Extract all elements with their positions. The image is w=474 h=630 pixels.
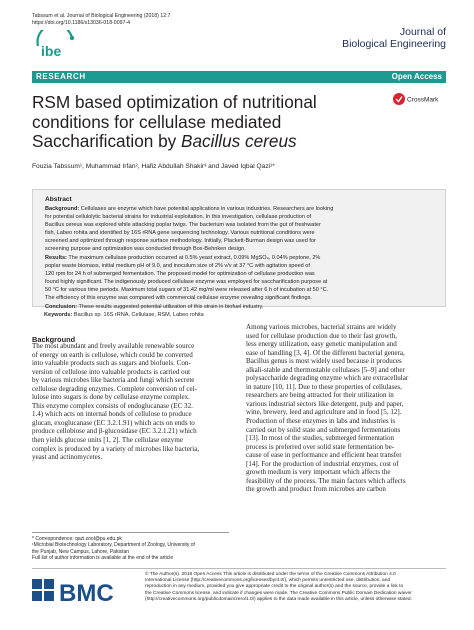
title-line: conditions for cellulase mediated [32,111,282,132]
body-column-left [32,342,229,462]
abstract-line: 120 rpm for 24 h of submerged fermentation. The proposed model for optimization of cellulase production was [45,270,315,277]
title-line [32,132,372,152]
body-line: [14]. For the production of industrial enzymes, cost of [246,459,399,468]
abstract-box [32,189,446,310]
body-line: feasibility of the process. The main factors which affects [246,476,406,485]
abstract-line: 50 °C for various time periods. Maximum total sugars of 31.42 mg/ml were released after 6 h of incubation at 50 °C. [45,286,329,293]
title-line: RSM based optimization of nutritional [32,92,317,112]
body-line: Production of these enzymes in labs and industries is [246,417,396,426]
abstract-line: The maximum cellulase production occurred at 0.5% yeast extract, 0.09% MgSO₄, 0.04% peptone, 2% [68,255,321,261]
title-line-text: Saccharification by [32,131,182,151]
logo-text: ibe [41,43,62,59]
body-line: into valuable products such as sugars and biofuels. Con- [32,359,191,368]
title-species: Bacillus cereus [181,131,297,151]
body-line: 1.4) which acts on internal bonds of cellulose to produce [32,410,192,419]
body-line: in nature [10, 11]. Due to these properties of cellulases, [246,382,402,391]
article-title [32,93,372,152]
crossmark-icon [393,93,405,105]
body-line: growth medium is very important which affects the [246,468,391,477]
journal-logo [32,30,82,62]
article-type-label: RESEARCH [36,72,86,81]
affiliation-line: ¹Microbial Biotechnology Laboratory, Department of Zoology, University of [32,542,195,549]
article-type-bar [32,71,446,83]
keywords [44,312,434,320]
body-line: ease of handling [3, 4]. Of the different bacterial genera, [246,348,405,357]
body-line: lulose into sugars is done by cellulase enzyme complex. [32,393,190,402]
abstract-line: screening purpose and optimization was conducted through Box-Behnken design. [45,245,246,252]
body-column-right [246,323,446,494]
conclusion-text: These results suggested potential utilization of this strain in biofuel industry. [78,304,264,310]
section-heading: Background [32,335,76,344]
body-line: glucan, exoglucanase (EC 3.2.1.91) which acts on ends to [32,418,195,427]
body-line: cause of ease in performance and efficient heat transfer [246,451,402,460]
body-line: of energy on earth is cellulose, which could be converted [32,350,193,359]
body-line: wine, brewery, leed and agriculture and in food [5, 12]. [246,408,402,417]
journal-title-line: Biological Engineering [342,38,446,50]
body-line: cellulose degrading enzymes. Complete conversion of cel- [32,384,197,393]
license-line: reproduction in any medium, provided you give appropriate credit to the original author(s) and the source, provide a link to [145,584,404,590]
body-line: polysaccharide degrading enzyme which are extracellular [246,374,409,383]
abstract-line: The efficiency of this enzyme was compared with commercial cellulase enzyme revealing significant findings. [45,294,312,301]
body-line: various industrial sectors like detergent, pulp and paper, [246,399,404,408]
keywords-text: Bacillus sp. 16S rRNA, Cellulase, RSM, Labeo rohita [73,312,204,318]
body-line: researchers are being attracted for their utilization in [246,391,394,400]
body-line: produce cellobiose and β-glucosidase (EC 3.2.1.21) which [32,427,197,436]
body-line: used for cellulase production due to their fast growth, [246,331,397,340]
abstract-background [45,206,435,253]
body-line: the growth and product from microbes are carbon [246,485,386,494]
footer-divider [32,568,446,569]
abstract-conclusion [45,304,435,312]
body-line: Among various microbes, bacterial strains are widely [246,323,397,331]
body-line: complex is produced by a variety of microbes like bacteria, [32,444,200,453]
citation-line: Tabssum et al. Journal of Biological Engineering (2018) 12:7 [32,13,171,19]
body-line: This enzyme complex consists of endoglucanase (EC 32. [32,401,193,410]
license-line: © The Author(s). 2018 Open Access This article is distributed under the terms of the Creative Commons Attribution 4.0 [145,572,396,577]
license-line: (http://creativecommons.org/publicdomain/zero/1.0/) applies to the data made available in this article, unless otherwise stated. [145,596,412,602]
abstract-line: fish, Labeo rohita and identified by 16S rRNA gene sequencing technology. Various nutritional conditions were [45,229,315,236]
body-line: The most abundant and freely available renewable source [32,342,195,350]
background-label: Background: [45,206,80,212]
bmc-logo [32,576,128,606]
journal-title-line: Journal of [399,26,446,38]
keywords-label: Keywords: [44,312,73,318]
affiliation-line: the Punjab, New Campus, Lahore, Pakistan [32,548,129,555]
results-label: Results: [45,255,67,261]
journal-title [296,26,446,50]
abstract-line: Cellulases are enzyme which have potential applications in various industries. Researchers are looking [80,206,334,212]
open-access-label: Open Access [391,72,442,81]
abstract-line: screened and optimized through response surface methodology. Initially, Plackett-Burman design was used for [45,237,316,244]
abstract-heading: Abstract [45,196,72,203]
affiliation-note: Full list of author information is available at the end of the article [32,555,174,562]
correspondence-email[interactable]: * Correspondence: qazi.zool@pu.edu.pk [32,536,122,542]
body-line: carried out by solid state and submerged fermentations [246,425,401,434]
license-line: International License (http://creativecommons.org/licenses/by/4.0/), which permits unrestricted use, distribution, and [145,578,391,584]
body-line: by various microbes like bacteria and fungi which secrete [32,376,195,385]
body-line: Bacillus genus is most widely used because it produces [246,357,402,366]
abstract-results [45,255,435,302]
conclusion-label: Conclusion: [45,304,78,310]
crossmark-badge[interactable] [392,92,452,106]
correspondence [32,532,229,562]
abstract-line: Bacillus cereus was explored while attacking poplar twigs. The bacterium was isolated from the gut of freshwater [45,221,321,228]
license-line: the Creative Commons license, and indicate if changes were made. The Creative Commons Public Domain Dedication waiver [145,590,412,596]
abstract-line: found highly significant. The indigenously produced cellulase enzyme was employed for saccharification purpose at [45,278,328,285]
body-line: [13]. In most of the studies, submerged fermentation [246,434,395,443]
body-line: alkali-stable and thermostable cellulases [5–9] and other [246,365,405,374]
body-line: version of cellulose into valuable products is carried out [32,367,191,376]
citation [32,13,252,27]
abstract-line: for potential cellulolytic bacterial strains for industrial exploitation. In this investigation, cellulase production of [45,213,312,220]
body-line: yeast and actinomycetes. [32,453,103,462]
abstract-line: poplar waste biomass, initial medium pH of 9.0, and inoculum size of 2% v/v at 37 °C with agitation speed of [45,262,310,269]
crossmark-label: CrossMark [407,96,439,104]
doi-link[interactable]: https://doi.org/10.1186/s13036-018-0097-4 [32,20,130,26]
authors: Fouzia Tabssum¹, Muhammad Irfan², Hafiz Abdullah Shakir³ and Javed Iqbal Qazi¹* [32,163,275,170]
body-line: process is preferred over solid state fermentation be- [246,442,395,451]
body-line: then yields glucose units [1, 2]. The cellulase enzyme [32,436,183,445]
body-line: less energy utilization, easy genetic manipulation and [246,340,397,349]
license-text [145,572,447,603]
bmc-logo-text: BMC [59,580,114,606]
